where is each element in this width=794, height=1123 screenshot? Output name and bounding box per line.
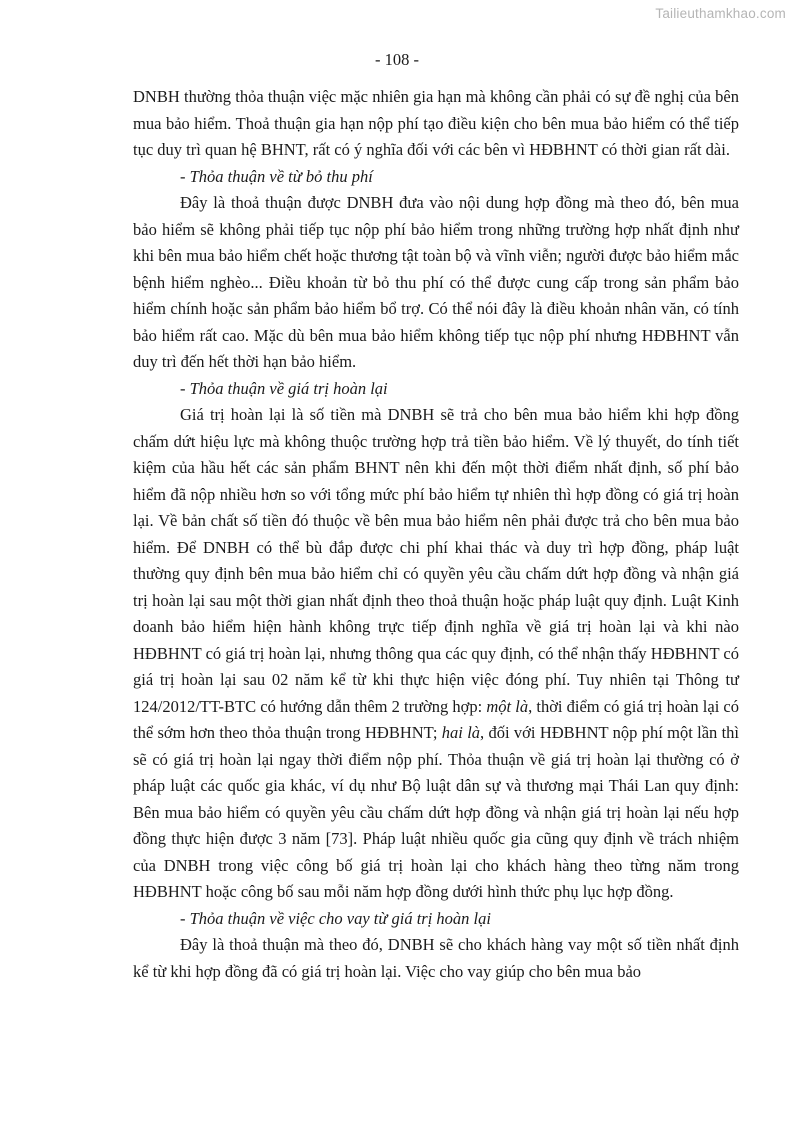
paragraph-3-part-a: Giá trị hoàn lại là số tiền mà DNBH sẽ trả cho bên mua bảo hiểm khi hợp đồng chấm dứt hiệu lực mà không thuộc trường hợp trả tiền bảo hiểm. Về lý thuyết, do tính tiết kiệm của hầu hết các sản phẩm BHNT nên khi đến một thời điểm nhất định, số phí bảo hiểm đã nộp nhiều hơn so với tổng mức phí bảo hiểm tự nhiên thì hợp đồng có giá trị hoàn lại. Về bản chất số tiền đó thuộc về bên mua bảo hiểm nên phải được trả cho bên mua bảo hiểm. Để DNBH có thể bù đắp được chi phí khai thác và duy trì hợp đồng, pháp luật thường quy định bên mua bảo hiểm chỉ có quyền yêu cầu chấm dứt hợp đồng và nhận giá trị hoàn lại sau một thời gian nhất định theo thoả thuận hoặc pháp luật quy định. Luật Kinh doanh bảo hiểm hiện hành không trực tiếp định nghĩa về giá trị hoàn lại và khi nào HĐBHNT có giá trị hoàn lại, nhưng thông qua các quy định, có thể nhận thấy HĐBHNT có giá trị hoàn lại sau 02 năm kể từ khi thực hiện việc đóng phí. Tuy nhiên tại Thông tư 124/2012/TT-BTC có hướng dẫn thêm 2 trường hợp: [133,405,739,716]
heading-waiver-of-premium: - Thỏa thuận về từ bỏ thu phí [180,166,373,186]
paragraph-4: Đây là thoả thuận mà theo đó, DNBH sẽ cho khách hàng vay một số tiền nhất định kể từ khi hợp đồng đã có giá trị hoàn lại. Việc cho vay giúp cho bên mua bảo [133,935,739,981]
paragraph-3-part-b: , thời điểm có giá trị hoàn lại có thể sớm hơn theo thỏa thuận trong HĐBHNT; [133,696,740,742]
paragraph-2: Đây là thoả thuận được DNBH đưa vào nội dung hợp đồng mà theo đó, bên mua bảo hiểm sẽ không phải tiếp tục nộp phí bảo hiểm trong những trường hợp nhất định như khi bên mua bảo hiểm chết hoặc thương tật toàn bộ và vĩnh viễn; người được bảo hiểm mắc bệnh hiểm nghèo... Điều khoản từ bỏ thu phí có thể được cung cấp trong sản phẩm bảo hiểm chính hoặc sản phẩm bảo hiểm bổ trợ. Có thể nói đây là điều khoản nhân văn, có tính bảo hiểm rất cao. Mặc dù bên mua bảo hiểm không tiếp tục nộp phí nhưng HĐBHNT vẫn duy trì đến hết thời hạn bảo hiểm. [133,193,739,371]
paragraph-3 [133,402,739,906]
document-body [133,84,739,985]
page-number: - 108 - [375,50,419,69]
heading-policy-loan: - Thỏa thuận về việc cho vay từ giá trị hoàn lại [180,908,491,928]
heading-surrender-value: - Thỏa thuận về giá trị hoàn lại [180,378,388,398]
watermark: Tailieuthamkhao.com [655,6,786,21]
paragraph-1: DNBH thường thỏa thuận việc mặc nhiên gia hạn mà không cần phải có sự đề nghị của bên mua bảo hiểm. Thoả thuận gia hạn nộp phí tạo điều kiện cho bên mua bảo hiểm có thể tiếp tục duy trì quan hệ BHNT, rất có ý nghĩa đối với các bên vì HĐBHNT có thời gian rất dài. [133,87,739,159]
emphasis-second: hai là [441,723,481,742]
paragraph-3-part-c: , đối với HĐBHNT nộp phí một lần thì sẽ có giá trị hoàn lại ngay thời điểm nộp phí. Thỏa thuận về giá trị hoàn lại thường có ở pháp luật các quốc gia khác, ví dụ như Bộ luật dân sự và thương mại Thái Lan quy định: Bên mua bảo hiểm có quyền yêu cầu chấm dứt hợp đồng và nhận giá trị hoàn lại nếu hợp đồng thực hiện được 3 năm [73]. Pháp luật nhiều quốc gia cũng quy định về trách nhiệm của DNBH trong việc công bố giá trị hoàn lại cho khách hàng theo từng năm trong HĐBHNT hoặc công bố sau mỗi năm hợp đồng dưới hình thức phụ lục hợp đồng. [133,723,740,901]
emphasis-first: một là [486,696,529,716]
